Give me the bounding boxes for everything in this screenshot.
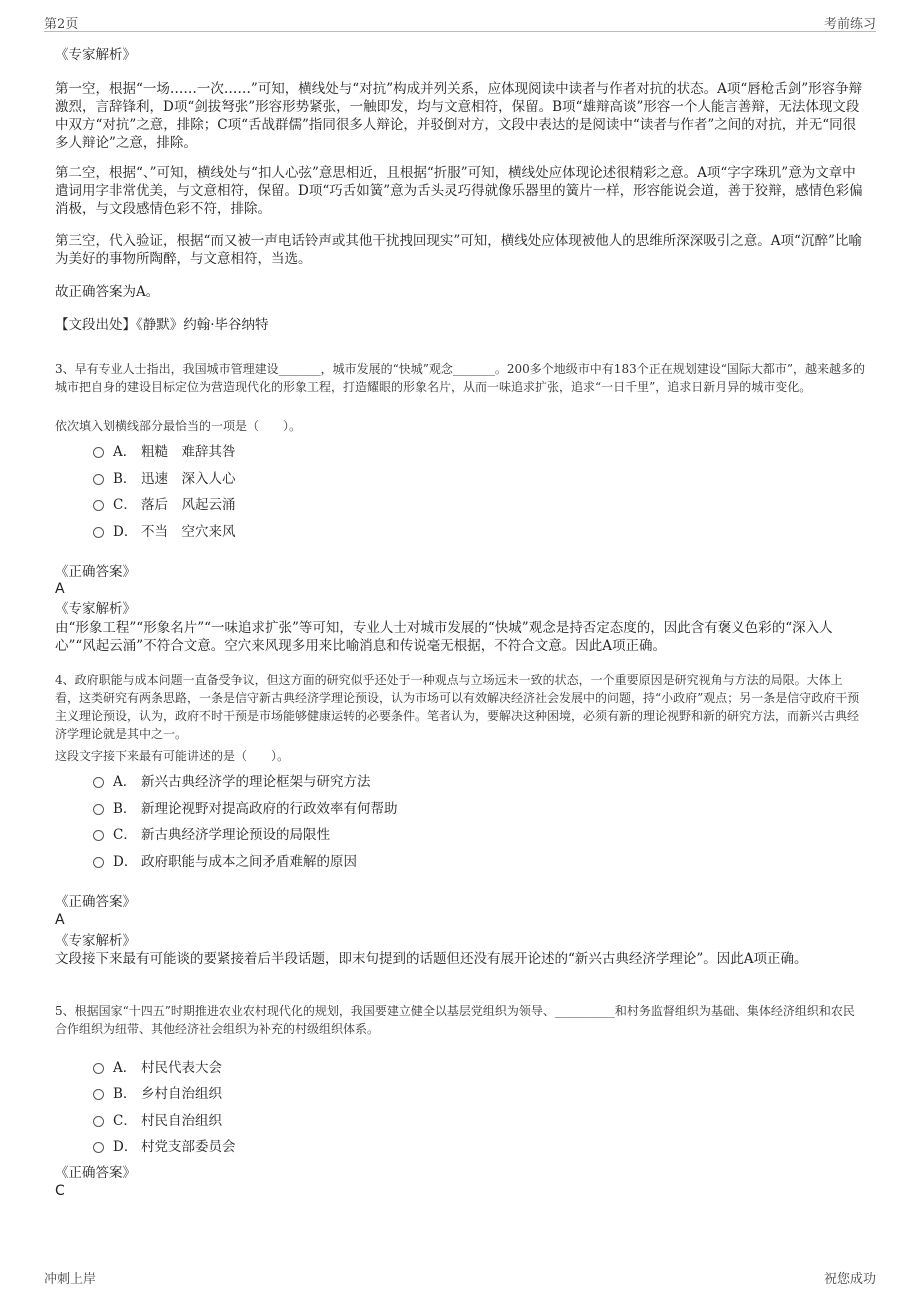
radio-icon[interactable] <box>93 474 104 485</box>
radio-icon[interactable] <box>93 447 104 458</box>
radio-icon[interactable] <box>93 857 104 868</box>
q2-analysis-paragraph-2: 第二空，根据“、”可知，横线处与“扣人心弦”意思相近，且根据“折服”可知，横线处应体现论述很精彩之意。A项“字字珠玑”意为文章中遣词用字非常优美，与文意相符，保留。D项“巧舌如簧”意为舌头灵巧得就像乐器里的簧片一样，形容能说会道，善于狡辩，感情色彩偏消极，与文段感情色彩不符，排除。 <box>55 165 863 217</box>
q2-source: 【文段出处】《静默》约翰·毕谷纳特 <box>55 317 269 333</box>
page-number: 第2页 <box>44 17 79 32</box>
q2-analysis-title: 《专家解析》 <box>55 47 136 63</box>
radio-icon[interactable] <box>93 527 104 538</box>
radio-icon[interactable] <box>93 1063 104 1074</box>
q3-option-d[interactable]: D． 不当 空穴来风 <box>93 520 236 540</box>
radio-icon[interactable] <box>93 804 104 815</box>
q4-option-d[interactable]: D． 政府职能与成本之间矛盾难解的原因 <box>93 850 357 870</box>
q4-option-a[interactable]: A． 新兴古典经济学的理论框架与研究方法 <box>93 770 371 790</box>
q5-option-a[interactable]: A． 村民代表大会 <box>93 1056 222 1076</box>
radio-icon[interactable] <box>93 1089 104 1100</box>
radio-icon[interactable] <box>93 500 104 511</box>
radio-icon[interactable] <box>93 1142 104 1153</box>
q4-answer: A <box>55 912 65 928</box>
q2-analysis-paragraph-3: 第三空，代入验证，根据“而又被一声电话铃声或其他干扰拽回现实”可知，横线处应体现被他人的思维所深深吸引之意。A项“沉醉”比喻为美好的事物所陶醉，与文意相符，当选。 <box>55 233 862 267</box>
q4-analysis-title: 《专家解析》 <box>55 933 136 949</box>
q3-option-a[interactable]: A． 粗糙 难辞其咎 <box>93 440 236 460</box>
q5-answer: C <box>55 1183 65 1199</box>
q4-stem: 4、政府职能与成本问题一直备受争议，但这方面的研究似乎还处于一种观点与立场远未一致的状态，一个重要原因是研究视角与方法的局限。大体上看，这类研究有两条思路，一条是信守新古典经济学理论预设，认为市场可以有效解决经济社会发展中的问题，持“小政府”观点；另一条是信守政府干预主义理论预设，认为，政府不时干预是市场能够健康运转的必要条件。笔者认为，要解决这种困境，必须有新的理论视野和新的研究方法，而新兴古典经济学理论就是其中之一。 <box>55 673 860 741</box>
q3-analysis: 由“形象工程”“形象名片”“一味追求扩张”等可知，专业人士对城市发展的“快城”观念是持否定态度的，因此含有褒义色彩的“深入人心”“风起云涌”不符合文意。空穴来风现多用来比喻消息和传说毫无根据，不符合文意。因此A项正确。 <box>55 620 833 654</box>
q5-option-b[interactable]: B． 乡村自治组织 <box>93 1082 222 1102</box>
q4-analysis: 文段接下来最有可能谈的要紧接着后半段话题，即末句提到的话题但还没有展开论述的“新兴古典经济学理论”。因此A项正确。 <box>55 951 808 967</box>
q3-option-b[interactable]: B． 迅速 深入人心 <box>93 467 236 487</box>
q3-stem: 3、早有专业人士指出，我国城市管理建设_______，城市发展的“快城”观念_______。200多个地级市中有183个正在规划建设“国际大都市”，越来越多的城市把自身的建设目标定位为营造现代化的形象工程，打造耀眼的形象名片，从而一味追求扩张，追求“一日千里”，追求日新月异的城市变化。 <box>55 362 865 394</box>
q4-option-c[interactable]: C． 新古典经济学理论预设的局限性 <box>93 823 330 843</box>
q4-option-b[interactable]: B． 新理论视野对提高政府的行政效率有何帮助 <box>93 797 398 817</box>
q4-answer-title: 《正确答案》 <box>55 894 136 910</box>
q2-analysis-conclusion: 故正确答案为A。 <box>55 284 160 300</box>
radio-icon[interactable] <box>93 777 104 788</box>
footer-left: 冲刺上岸 <box>44 1272 97 1287</box>
q5-option-c[interactable]: C． 村民自治组织 <box>93 1109 222 1129</box>
page-header <box>44 9 876 32</box>
q3-answer-title: 《正确答案》 <box>55 564 136 580</box>
q5-stem: 5、根据国家“十四五”时期推进农业农村现代化的规划，我国要建立健全以基层党组织为领导、__________和村务监督组织为基础、集体经济组织和农民合作组织为纽带、其他经济社会组织为补充的村级组织体系。 <box>55 1004 855 1036</box>
q3-option-c[interactable]: C． 落后 风起云涌 <box>93 493 236 513</box>
q2-analysis-paragraph-1: 第一空，根据“一场……一次……”可知，横线处与“对抗”构成并列关系，应体现阅读中读者与作者对抗的状态。A项“唇枪舌剑”形容争辩激烈，言辞锋利，D项“剑拔弩张”形容形势紧张，一触即发，均与文意相符，保留。B项“雄辩高谈”形容一个人能言善辩，无法体现文段中双方“对抗”之意，排除；C项“舌战群儒”指同很多人辩论，并驳倒对方，文段中表达的是阅读中“读者与作者”之间的对抗，并无“同很多人辩论”之意，排除。 <box>55 81 863 151</box>
footer-right: 祝您成功 <box>823 1272 876 1287</box>
radio-icon[interactable] <box>93 1116 104 1127</box>
q4-prompt: 这段文字接下来最有可能讲述的是（ ）。 <box>55 749 290 763</box>
header-label: 考前练习 <box>823 17 876 32</box>
q3-analysis-title: 《专家解析》 <box>55 601 136 617</box>
q3-prompt: 依次填入划横线部分最恰当的一项是（ ）。 <box>55 419 302 433</box>
q5-answer-title: 《正确答案》 <box>55 1165 136 1181</box>
q5-option-d[interactable]: D． 村党支部委员会 <box>93 1135 236 1155</box>
q3-answer: A <box>55 581 65 597</box>
radio-icon[interactable] <box>93 830 104 841</box>
